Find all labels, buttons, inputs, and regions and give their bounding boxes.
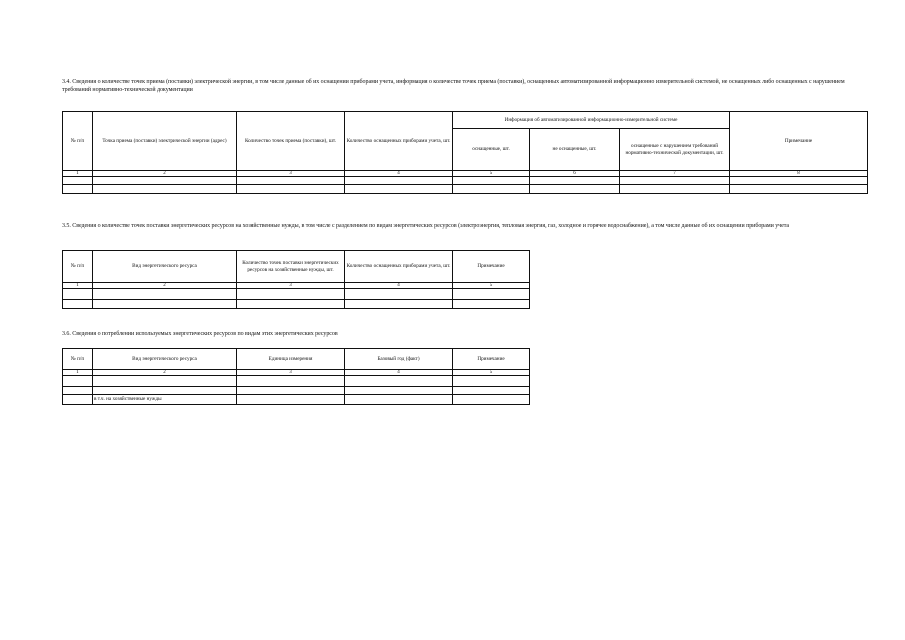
table-row [63, 177, 868, 185]
col-num-header: № п/п [63, 349, 93, 370]
col-number: 5 [453, 283, 530, 289]
col-number: 4 [345, 283, 453, 289]
col-type-header: Вид энергетического ресурса [93, 349, 237, 370]
section-3-6-title: 3.6. Сведения о потреблении используемых энергетических ресурсов по видам этих энергетических ресурсов [62, 331, 338, 337]
col-points-header: Количество точек поставки энергетических ресурсов на хозяйственные нужды, шт. [237, 251, 345, 283]
table-row [63, 376, 530, 387]
col-number: 3 [237, 171, 345, 177]
col-number: 4 [345, 171, 453, 177]
col-number: 1 [63, 283, 93, 289]
col-base-year-header: Базовый год (факт) [345, 349, 453, 370]
col-type-header: Вид энергетического ресурса [93, 251, 237, 283]
col-num-header: № п/п [63, 251, 93, 283]
col-number: 5 [453, 171, 530, 177]
col-number: 3 [237, 370, 345, 376]
section-3-4-title: 3.4. Сведения о количестве точек приема (поставки) электрической энергии, в том числе данные об их оснащении приборами учета, информация о количестве точек приема (поставки), оснащенных автоматизированной информационно измерительной системой, не оснащенных либо оснащенных с нарушением требований нормативно-технической документации [62, 79, 845, 93]
household-needs-label: в т.ч. на хозяйственные нужды [93, 395, 237, 405]
table-3-4 [62, 111, 868, 194]
table-row [63, 300, 530, 309]
table-row [63, 185, 868, 194]
col-note-header: Примечание [730, 112, 868, 171]
table-row [63, 289, 530, 300]
col-note-header: Примечание [453, 251, 530, 283]
table-3-5 [62, 250, 530, 309]
col-number: 1 [63, 171, 93, 177]
col-number: 2 [93, 283, 237, 289]
col-number: 5 [453, 370, 530, 376]
col-meters-header: Количество оснащенных приборами учета, шт. [345, 112, 453, 171]
col-violation-header: оснащенные с нарушением требований нормативно-технической документации, шт. [620, 129, 730, 171]
col-number: 4 [345, 370, 453, 376]
table-row [63, 387, 530, 395]
col-number: 1 [63, 370, 93, 376]
col-number: 3 [237, 283, 345, 289]
col-count-header: Количество точек приема (поставки), шт. [237, 112, 345, 171]
col-number: 6 [530, 171, 620, 177]
col-not-equipped-header: не оснащенные, шт. [530, 129, 620, 171]
col-meters-header: Количество оснащенных приборами учета, шт. [345, 251, 453, 283]
col-num-header: № п/п [63, 112, 93, 171]
col-note-header: Примечание [453, 349, 530, 370]
col-equipped-header: оснащенные, шт. [453, 129, 530, 171]
table-3-6 [62, 348, 530, 405]
col-number: 2 [93, 171, 237, 177]
col-unit-header: Единица измерения [237, 349, 345, 370]
col-number: 2 [93, 370, 237, 376]
col-point-header: Точка приема (поставки) электрической энергии (адрес) [93, 112, 237, 171]
col-number: 8 [730, 171, 868, 177]
col-ais-header: Информация об автоматизированной информационно-измерительной системе [453, 112, 730, 129]
section-3-5-title: 3.5. Сведения о количестве точек поставки энергетических ресурсов на хозяйственные нужды, в том числе с разделением по видам энергетических ресурсов (электроэнергия, тепловая энергия, газ, холодное и горячее водоснабжение), а том числе данные об их оснащении приборами учета [62, 223, 790, 229]
table-row [63, 395, 530, 405]
col-number: 7 [620, 171, 730, 177]
